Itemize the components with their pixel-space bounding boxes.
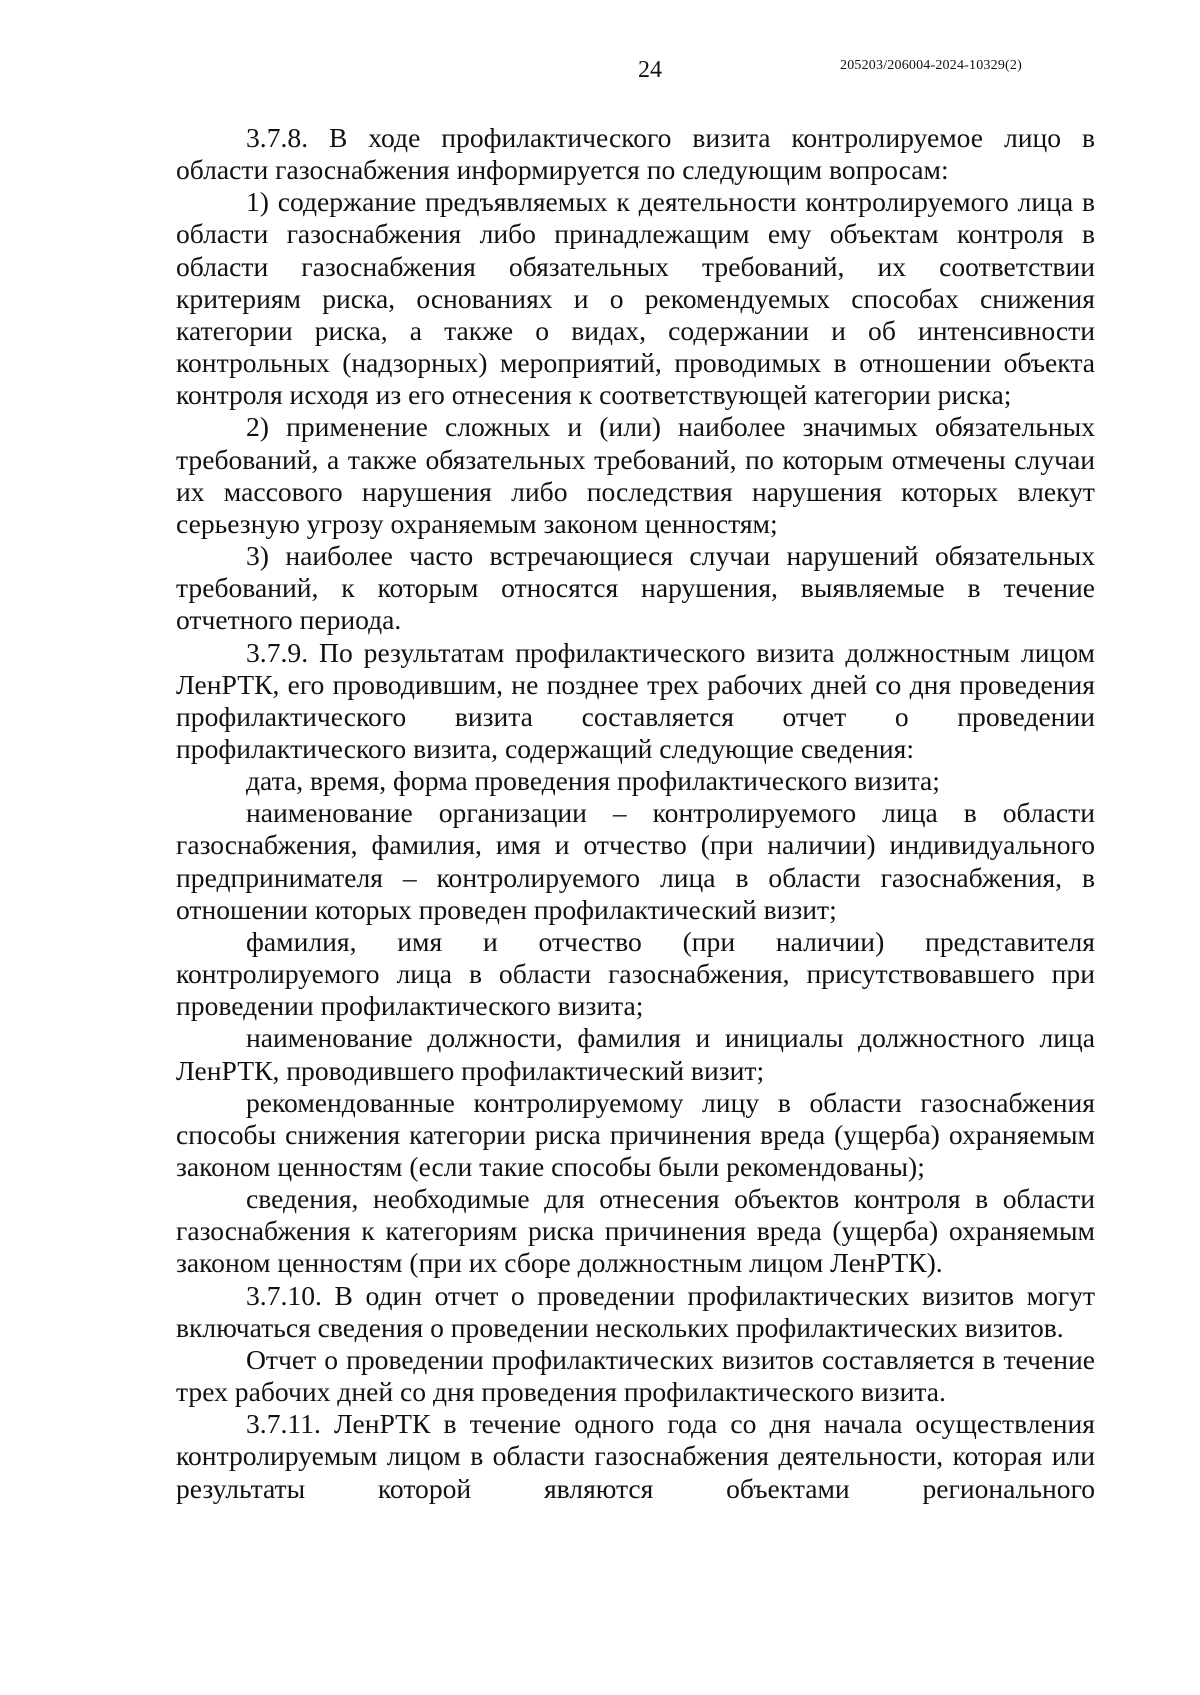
page-number: 24 xyxy=(638,57,662,83)
paragraph-3-7-9: 3.7.9. По результатам профилактического визита должностным лицом ЛенРТК, его проводившим, не позднее трех рабочих дней со дня проведения профилактического визита составляется отчет о проведении профилактического визита, содержащий следующие сведения: xyxy=(176,636,1095,764)
report-item-date: дата, время, форма проведения профилактического визита; xyxy=(246,765,940,797)
list-item-2: 2) применение сложных и (или) наиболее значимых обязательных требований, а также обязательных требований, по которым отмечены случаи их массового нарушения либо последствия нарушения которых влекут серьезную угрозу охраняемым законом ценностям; xyxy=(176,411,1095,539)
document-code: 205203/206004-2024-10329(2) xyxy=(840,58,1022,73)
report-item-recommendations: рекомендованные контролируемому лицу в области газоснабжения способы снижения категории риска причинения вреда (ущерба) охраняемым законом ценностям (если такие способы были рекомендованы); xyxy=(176,1086,1095,1182)
document-body xyxy=(176,122,1095,1505)
report-item-organization: наименование организации – контролируемого лица в области газоснабжения, фамилия, имя и отчество (при наличии) индивидуального предпринимателя – контролируемого лица в области газоснабжения, в отношении которых проведен профилактический визит; xyxy=(176,797,1095,925)
report-item-risk-info: сведения, необходимые для отнесения объектов контроля в области газоснабжения к категориям риска причинения вреда (ущерба) охраняемым законом ценностям (при их сборе должностным лицом ЛенРТК). xyxy=(176,1183,1095,1279)
paragraph-3-7-8: 3.7.8. В ходе профилактического визита контролируемое лицо в области газоснабжения информируется по следующим вопросам: xyxy=(176,122,1095,186)
report-item-official: наименование должности, фамилия и инициалы должностного лица ЛенРТК, проводившего профилактический визит; xyxy=(176,1022,1095,1086)
paragraph-3-7-10: 3.7.10. В один отчет о проведении профилактических визитов могут включаться сведения о проведении нескольких профилактических визитов. xyxy=(176,1279,1095,1343)
list-item-1: 1) содержание предъявляемых к деятельности контролируемого лица в области газоснабжения либо принадлежащим ему объектам контроля в области газоснабжения обязательных требований, их соответствии критериям риска, основаниях и о рекомендуемых способах снижения категории риска, а также о видах, содержании и об интенсивности контрольных (надзорных) мероприятий, проводимых в отношении объекта контроля исходя из его отнесения к соответствующей категории риска; xyxy=(176,186,1095,411)
list-item-3: 3) наиболее часто встречающиеся случаи нарушений обязательных требований, к которым относятся нарушения, выявляемые в течение отчетного периода. xyxy=(176,540,1095,636)
paragraph-3-7-11: 3.7.11. ЛенРТК в течение одного года со дня начала осуществления контролируемым лицом в области газоснабжения деятельности, которая или результаты которой являются объектами регионального xyxy=(176,1408,1095,1504)
report-item-representative: фамилия, имя и отчество (при наличии) представителя контролируемого лица в области газоснабжения, присутствовавшего при проведении профилактического визита; xyxy=(176,925,1095,1022)
paragraph-report-deadline: Отчет о проведении профилактических визитов составляется в течение трех рабочих дней со дня проведения профилактического визита. xyxy=(176,1343,1095,1408)
